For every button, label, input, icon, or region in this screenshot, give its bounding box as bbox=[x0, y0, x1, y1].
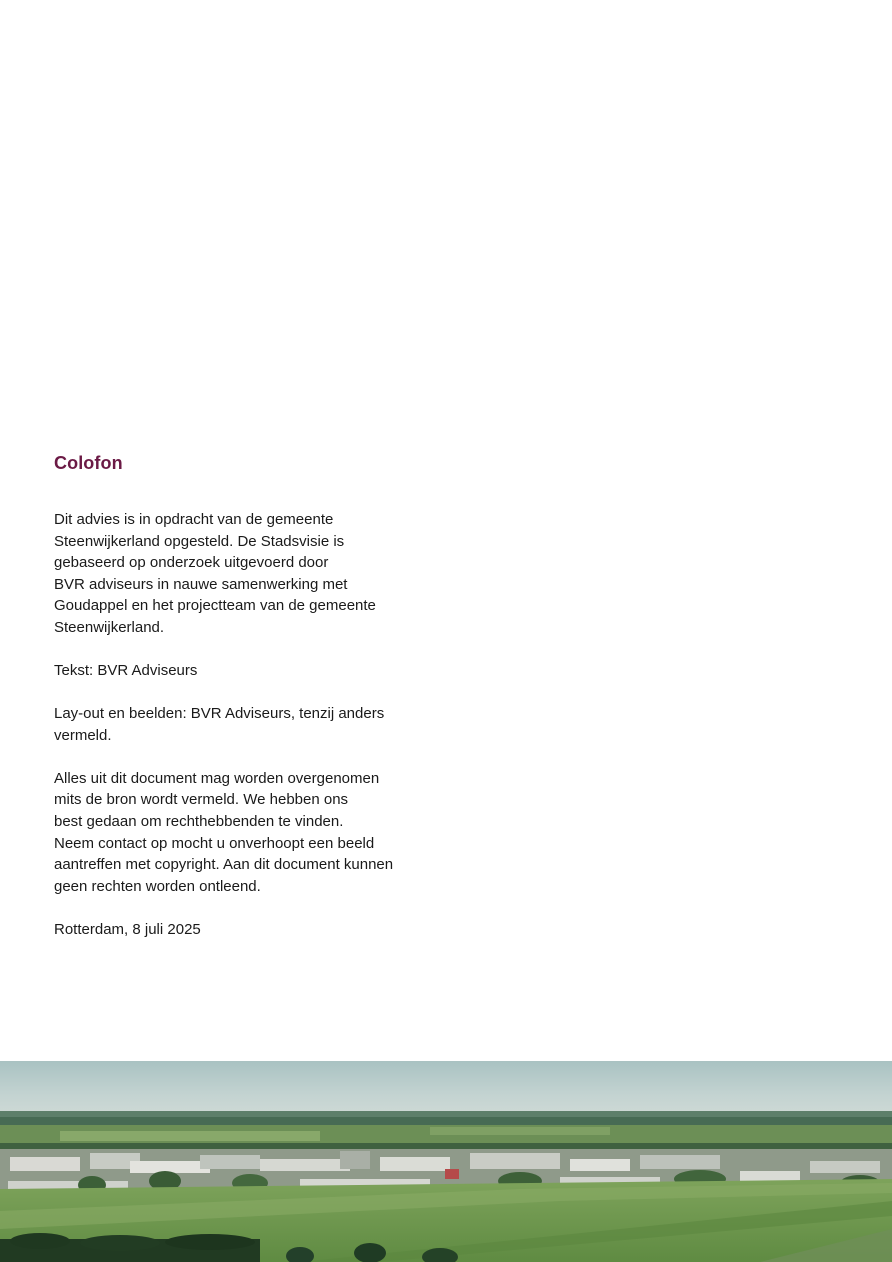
aerial-landscape-photo bbox=[0, 1061, 892, 1262]
colofon-copyright-paragraph bbox=[54, 768, 454, 898]
text-line: mits de bron wordt vermeld. We hebben ons bbox=[54, 791, 349, 809]
text-line: Steenwijkerland opgesteld. De Stadsvisie is bbox=[54, 532, 345, 550]
text-line: Neem contact op mocht u onverhoopt een beeld bbox=[54, 834, 375, 852]
colofon-title: Colofon bbox=[54, 453, 123, 473]
text-line: Dit advies is in opdracht van de gemeente bbox=[54, 511, 334, 528]
text-line: Rotterdam, 8 juli 2025 bbox=[54, 920, 201, 938]
text-line: Alles uit dit document mag worden overgenomen bbox=[54, 769, 380, 787]
text-line: Tekst: BVR Adviseurs bbox=[54, 662, 198, 680]
text-line: geen rechten worden ontleend. bbox=[54, 877, 261, 895]
colofon-text-credit bbox=[54, 660, 454, 682]
text-line: Steenwijkerland. bbox=[54, 618, 165, 636]
colofon-place-date bbox=[54, 919, 454, 941]
text-line: vermeld. bbox=[54, 726, 112, 744]
colofon-layout-credit bbox=[54, 703, 454, 746]
aerial-landscape-illustration bbox=[0, 1061, 892, 1262]
colofon-intro-paragraph bbox=[54, 509, 454, 639]
text-line: best gedaan om rechthebbenden te vinden. bbox=[54, 813, 344, 831]
text-line: BVR adviseurs in nauwe samenwerking met bbox=[54, 575, 348, 593]
text-line: aantreffen met copyright. Aan dit document kunnen bbox=[54, 856, 394, 874]
text-line: Goudappel en het projectteam van de gemeente bbox=[54, 597, 376, 615]
colofon-section bbox=[54, 451, 454, 962]
text-line: Lay-out en beelden: BVR Adviseurs, tenzij anders bbox=[54, 705, 385, 723]
text-line: gebaseerd op onderzoek uitgevoerd door bbox=[54, 554, 329, 572]
